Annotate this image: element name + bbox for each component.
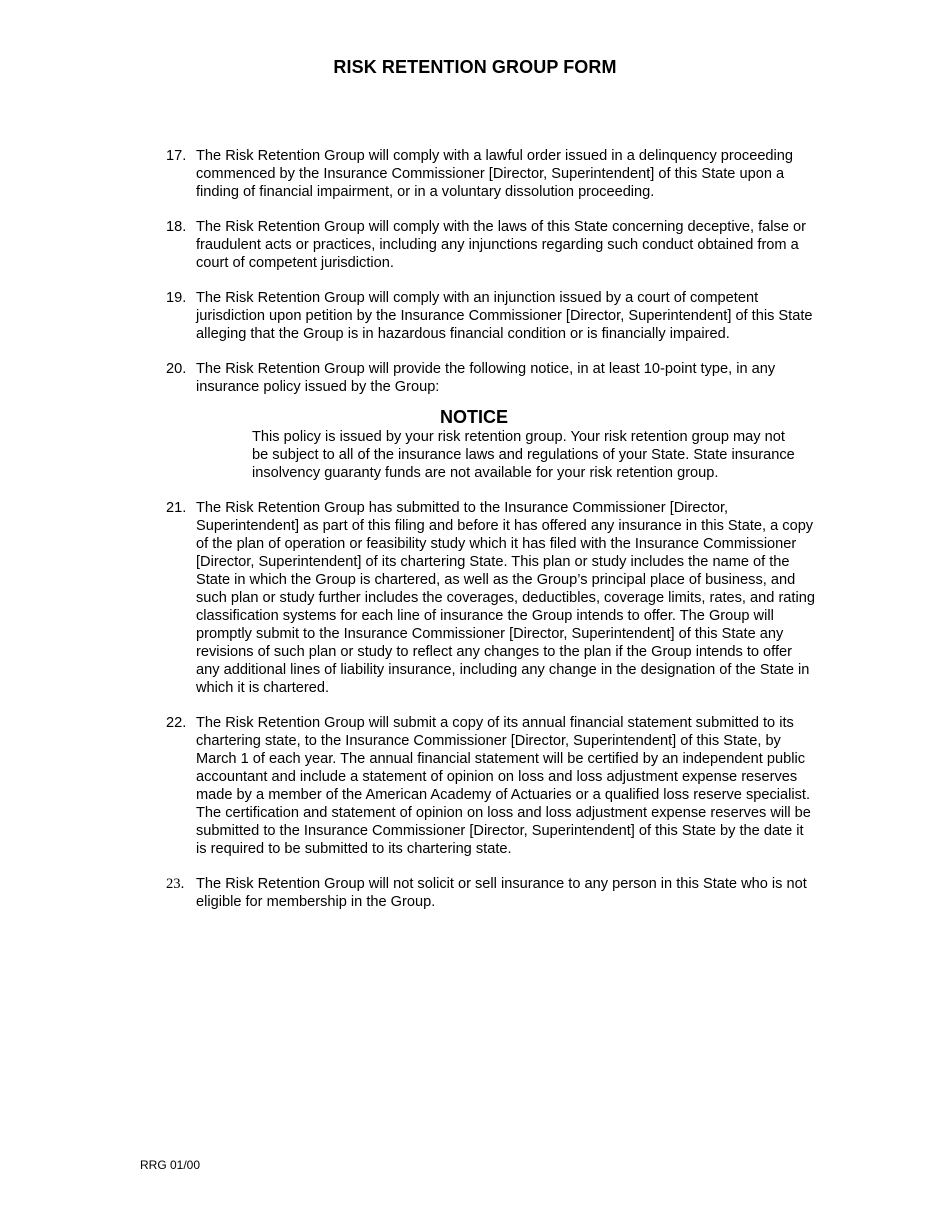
item-number: 22. [166,715,187,731]
item-text: The Risk Retention Group will comply with the laws of this State concerning deceptive, false or fraudulent acts or practices, including any injunctions regarding such conduct obtained from a court of competent jurisdiction. [196,219,806,271]
notice-block [166,406,816,482]
item-text: The Risk Retention Group has submitted to the Insurance Commissioner [Director, Superintendent] as part of this filing and before it has offered any insurance in this State, a copy of the plan of operation or feasibility study which it has filed with the Insurance Commissioner [Director, Superintendent] of its chartering State. This plan or study includes the name of the State in which the Group is chartered, as well as the Group’s principal place of business, and such plan or study further includes the coverages, deductibles, coverage limits, rates, and rating classification systems for each line of insurance the Group intends to offer. The Group will promptly submit to the Insurance Commissioner [Director, Superintendent] of this State any revisions of such plan or study to reflect any changes to the plan if the Group intends to offer any additional lines of liability insurance, including any change in the designation of the State in which it is chartered. [196,500,815,696]
item-number: 18. [166,219,187,235]
item-number: 17. [166,148,187,164]
item-number: 23. [166,876,185,892]
list-item [166,360,816,396]
item-text: The Risk Retention Group will comply with an injunction issued by a court of competent jurisdiction upon petition by the Insurance Commissioner [Director, Superintendent] of this State alleging that the Group is in hazardous financial condition or is financially impaired. [196,290,813,342]
notice-body: This policy is issued by your risk retention group. Your risk retention group may not be subject to all of the insurance laws and regulations of your State. State insurance insolvency guaranty funds are not available for your risk retention group. [252,429,795,481]
item-text: The Risk Retention Group will not solicit or sell insurance to any person in this State who is not eligible for membership in the Group. [196,876,807,910]
page-title: RISK RETENTION GROUP FORM [333,57,617,77]
list-item [166,875,816,911]
item-number: 19. [166,290,187,306]
item-text: The Risk Retention Group will comply with a lawful order issued in a delinquency proceeding commenced by the Insurance Commissioner [Director, Superintendent] of this State upon a finding of financial impairment, or in a voluntary dissolution proceeding. [196,148,794,200]
numbered-list [166,147,816,928]
list-item [166,714,816,858]
list-item [166,499,816,697]
list-item [166,289,816,343]
list-item [166,218,816,272]
form-version-footer: RRG 01/00 [140,1158,201,1172]
item-number: 20. [166,361,187,377]
item-text: The Risk Retention Group will provide the following notice, in at least 10-point type, in any insurance policy issued by the Group: [196,361,776,395]
item-text: The Risk Retention Group will submit a copy of its annual financial statement submitted to its chartering state, to the Insurance Commissioner [Director, Superintendent] of this State, by March 1 of each year. The annual financial statement will be certified by an independent public accountant and include a statement of opinion on loss and loss adjustment expense reserves made by a member of the American Academy of Actuaries or a qualified loss reserve specialist. The certification and statement of opinion on loss and loss adjustment expense reserves will be submitted to the Insurance Commissioner [Director, Superintendent] of this State by the date it is required to be submitted to its chartering state. [196,715,811,857]
notice-heading: NOTICE [439,407,508,427]
list-item [166,147,816,201]
item-number: 21. [166,500,187,516]
